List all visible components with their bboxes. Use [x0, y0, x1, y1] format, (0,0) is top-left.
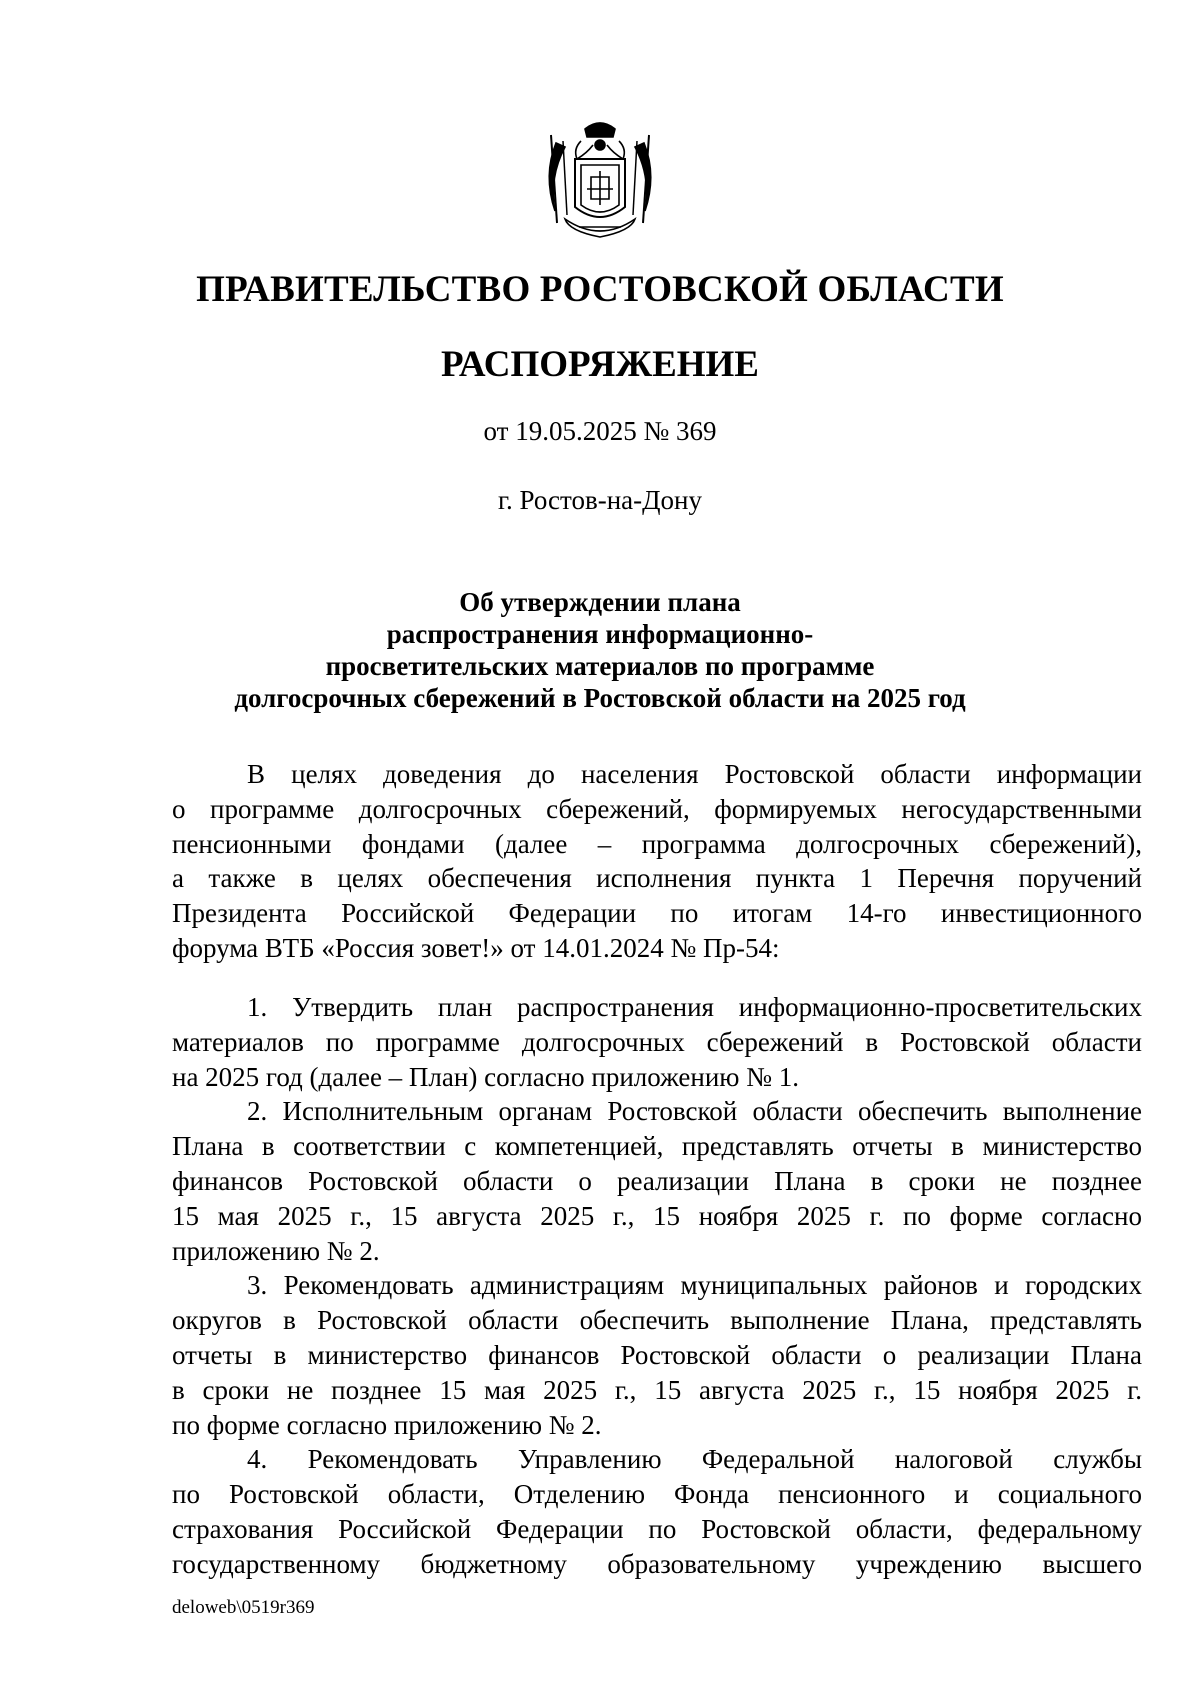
body-line: государственному бюджетному образовательному учреждению высшего [172, 1548, 1142, 1579]
title-line: долгосрочных сбережений в Ростовской области на 2025 год [234, 683, 966, 713]
body-line: финансов Ростовской области о реализации Плана в сроки не позднее [172, 1165, 1142, 1196]
body-line: в сроки не позднее 15 мая 2025 г., 15 августа 2025 г., 15 ноября 2025 г. [172, 1374, 1142, 1405]
body-line: о программе долгосрочных сбережений, формируемых негосударственными [172, 793, 1142, 824]
body-line: по Ростовской области, Отделению Фонда пенсионного и социального [172, 1479, 1142, 1510]
body-line: В целях доведения до населения Ростовской области информации [247, 759, 1142, 789]
body-line: по форме согласно приложению № 2. [172, 1409, 602, 1440]
intro-paragraph [172, 757, 1142, 966]
body-line: Плана в соответствии с компетенцией, представлять отчеты в министерство [172, 1131, 1142, 1162]
body-line: страхования Российской Федерации по Ростовской области, федеральному [172, 1513, 1142, 1544]
document-city: г. Ростов-на-Дону [497, 485, 702, 515]
body-line: форума ВТБ «Россия зовет!» от 14.01.2024 № Пр-54: [172, 932, 780, 963]
body-line: 15 мая 2025 г., 15 августа 2025 г., 15 ноября 2025 г. по форме согласно [172, 1200, 1142, 1231]
title-line: просветительских материалов по программе [325, 651, 875, 681]
numbered-items [172, 990, 1142, 1582]
title-line: Об утверждении плана [459, 587, 741, 617]
body-line: материалов по программе долгосрочных сбережений в Ростовской области [172, 1026, 1142, 1057]
body-line: отчеты в министерство финансов Ростовской области о реализации Плана [172, 1339, 1142, 1370]
body-line: округов в Ростовской области обеспечить выполнение Плана, представлять [172, 1305, 1142, 1336]
body-line: пенсионными фондами (далее – программа долгосрочных сбережений), [172, 828, 1142, 859]
document-type: РАСПОРЯЖЕНИЕ [440, 344, 759, 385]
document-date-number: от 19.05.2025 № 369 [483, 416, 717, 446]
body-line: на 2025 год (далее – План) согласно приложению № 1. [172, 1061, 799, 1092]
body-line: а также в целях обеспечения исполнения пункта 1 Перечня поручений [172, 863, 1142, 894]
body-line: 1. Утвердить план распространения информационно-просветительских [247, 992, 1142, 1022]
body-line: 2. Исполнительным органам Ростовской области обеспечить выполнение [247, 1096, 1142, 1127]
organization-name: ПРАВИТЕЛЬСТВО РОСТОВСКОЙ ОБЛАСТИ [196, 269, 1004, 310]
document-title [0, 586, 1200, 714]
body-line: 4. Рекомендовать Управлению Федеральной налоговой службы [247, 1444, 1142, 1475]
title-line: распространения информационно- [386, 619, 814, 649]
coat-of-arms-icon [535, 115, 665, 247]
document-reference-code: deloweb\0519r369 [172, 1597, 315, 1618]
body-line: Президента Российской Федерации по итогам 14-го инвестиционного [172, 898, 1142, 929]
body-line: 3. Рекомендовать администрациям муниципальных районов и городских [247, 1270, 1142, 1301]
body-line: приложению № 2. [172, 1235, 380, 1266]
